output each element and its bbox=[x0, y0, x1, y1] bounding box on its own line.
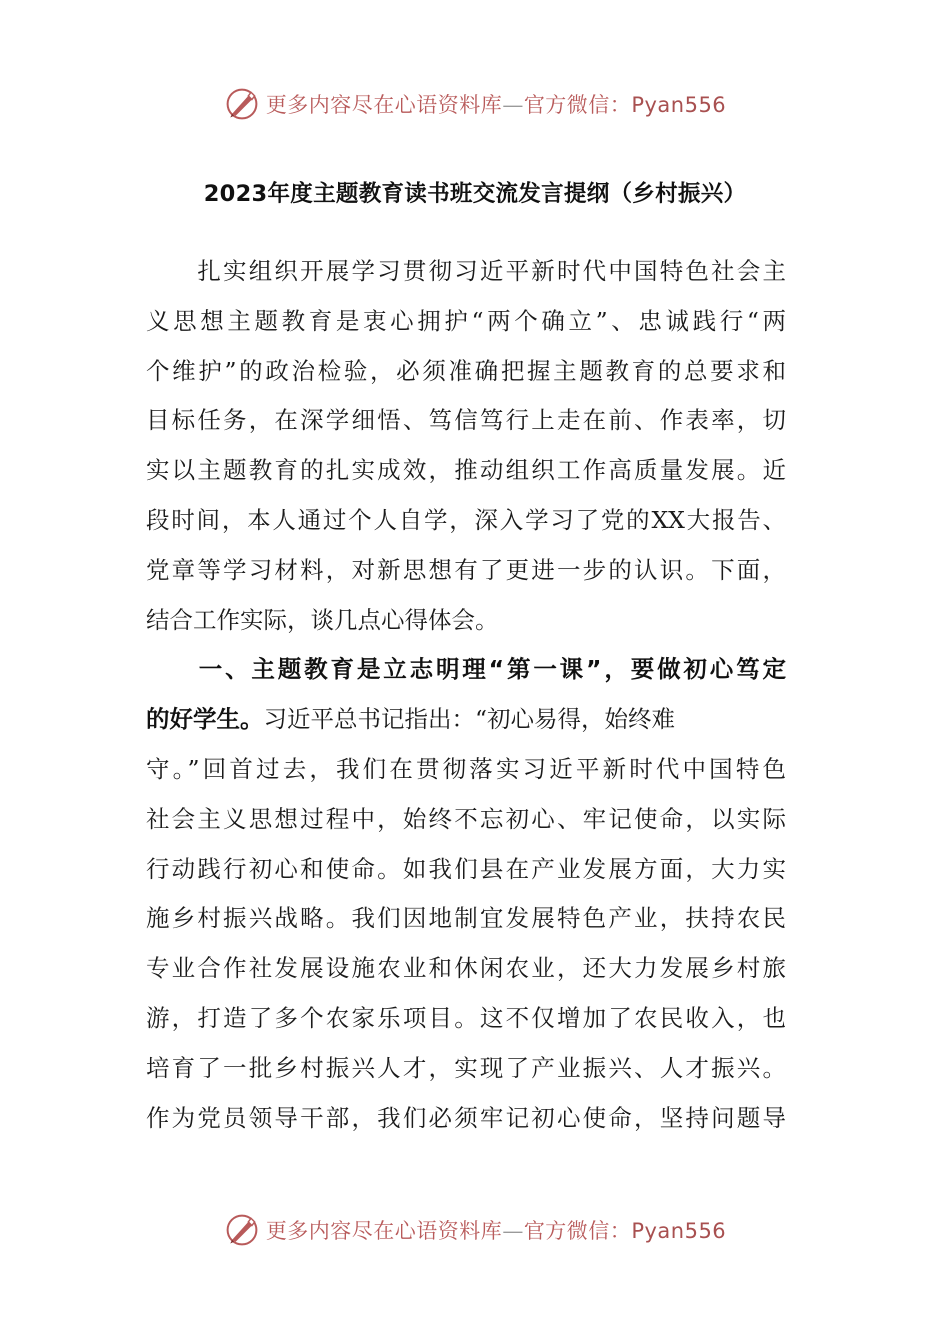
text-line: 培育了一批乡村振兴人才，实现了产业振兴、人才振兴。 bbox=[146, 1053, 786, 1082]
paragraph-intro bbox=[146, 247, 786, 645]
text-line: 目标任务，在深学细悟、笃信笃行上走在前、作表率，切 bbox=[146, 406, 786, 435]
text-line: 实以主题教育的扎实成效，推动组织工作高质量发展。近 bbox=[146, 456, 786, 485]
top-watermark-banner bbox=[0, 82, 950, 126]
text-line: 结合工作实际，谈几点心得体会。 bbox=[146, 605, 499, 634]
text-line: 党章等学习材料，对新思想有了更进一步的认识。下面， bbox=[146, 555, 786, 584]
quote-text: 习近平总书记指出：“初心易得，始终难 bbox=[263, 705, 676, 734]
text-line: 作为党员领导干部，我们必须牢记初心使命，坚持问题导 bbox=[146, 1103, 786, 1132]
text-line: 社会主义思想过程中，始终不忘初心、牢记使命，以实际 bbox=[146, 804, 786, 833]
text-line: 个维护”的政治检验，必须准确把握主题教育的总要求和 bbox=[146, 356, 786, 385]
document-body bbox=[146, 247, 786, 1143]
section-heading-text: 一、主题教育是立志明理“第一课”，要做初心笃定 bbox=[146, 655, 786, 684]
text-line: 施乡村振兴战略。我们因地制宜发展特色产业，扶持农民 bbox=[146, 904, 786, 933]
text-line: 段时间，本人通过个人自学，深入学习了党的XX大报告、 bbox=[146, 505, 786, 534]
document-title: 2023年度主题教育读书班交流发言提纲（乡村振兴） bbox=[203, 181, 747, 207]
text-line: 扎实组织开展学习贯彻习近平新时代中国特色社会主 bbox=[146, 257, 786, 285]
bottom-watermark-banner bbox=[0, 1208, 950, 1252]
text-line: 义思想主题教育是衷心拥护“两个确立”、忠诚践行“两 bbox=[146, 306, 786, 335]
text-line: 游，打造了多个农家乐项目。这不仅增加了农民收入，也 bbox=[146, 1003, 786, 1032]
section-heading-line bbox=[146, 695, 786, 745]
watermark-text: 更多内容尽在心语资料库—官方微信：Pyan556 bbox=[265, 1219, 727, 1243]
section-heading-text: 的好学生。 bbox=[146, 705, 264, 734]
pen-circle-icon bbox=[224, 86, 260, 122]
section-one bbox=[146, 645, 786, 1143]
section-heading-line bbox=[146, 645, 786, 695]
pen-circle-icon bbox=[224, 1212, 260, 1248]
watermark-text: 更多内容尽在心语资料库—官方微信：Pyan556 bbox=[265, 93, 727, 117]
text-line: 专业合作社发展设施农业和休闲农业，还大力发展乡村旅 bbox=[146, 954, 786, 983]
text-line: 守。”回首过去，我们在贯彻落实习近平新时代中国特色 bbox=[146, 754, 786, 783]
text-line: 行动践行初心和使命。如我们县在产业发展方面，大力实 bbox=[146, 854, 786, 883]
